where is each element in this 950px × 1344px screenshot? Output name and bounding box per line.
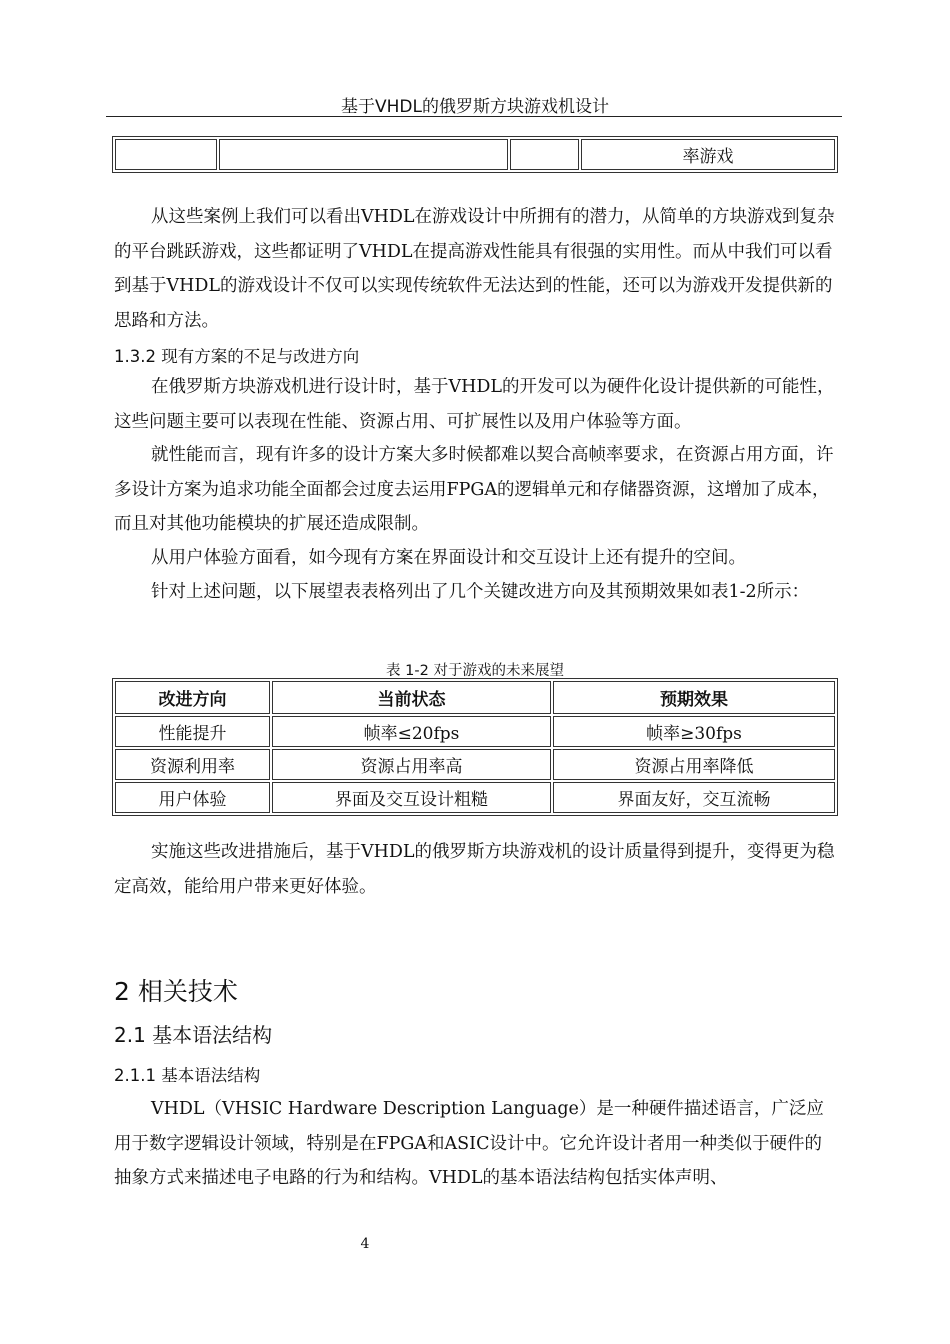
- table-cell: 资源占用率高: [272, 749, 551, 780]
- table-cell: 帧率≥30fps: [553, 716, 835, 747]
- page-header: 基于VHDL的俄罗斯方块游戏机设计: [341, 97, 609, 117]
- paragraph-user-experience: 从用户体验方面看，如今现有方案在界面设计和交互设计上还有提升的空间。: [151, 548, 746, 568]
- paragraph-performance: 就性能而言，现有许多的设计方案大多时候都难以契合高帧率要求，在资源占用方面，许多设计方案为追求功能全面都会过度去运用FPGA的逻辑单元和存储器资源，这增加了成本，而且对其他功能模块的扩展还造成限制。: [114, 445, 834, 534]
- header-rule: [106, 116, 842, 117]
- table-row: [115, 716, 835, 747]
- table-cell: 界面及交互设计粗糙: [272, 782, 551, 813]
- heading-1-3-2: 1.3.2 现有方案的不足与改进方向: [114, 347, 360, 366]
- table-caption: 表 1-2 对于游戏的未来展望: [386, 663, 564, 679]
- table-cell: 资源利用率: [115, 749, 270, 780]
- heading-2-1: 2.1 基本语法结构: [114, 1023, 273, 1047]
- paragraph-table-intro: 针对上述问题，以下展望表表格列出了几个关键改进方向及其预期效果如表1-2所示：: [151, 582, 810, 602]
- table-header-row: [115, 681, 835, 714]
- column-header: 改进方向: [115, 681, 270, 714]
- table-row: [115, 139, 835, 170]
- paragraph-conclusion: 实施这些改进措施后，基于VHDL的俄罗斯方块游戏机的设计质量得到提升，变得更为稳定高效，能给用户带来更好体验。: [114, 842, 835, 897]
- table-row: [115, 782, 835, 813]
- page-number: 4: [360, 1236, 370, 1252]
- page-number-container: [0, 1236, 950, 1252]
- paragraph-vhdl-intro: VHDL（VHSIC Hardware Description Language）是一种硬件描述语言，广泛应用于数字逻辑设计领域，特别是在FPGA和ASIC设计中。它允许设计者用一种类似于硬件的抽象方式来描述电子电路的行为和结构。VHDL的基本语法结构包括实体声明、: [114, 1099, 824, 1188]
- table-cell: [510, 139, 579, 170]
- continued-table: [112, 136, 838, 173]
- column-header: 预期效果: [553, 681, 835, 714]
- table-row: [115, 749, 835, 780]
- table-cell: [115, 139, 217, 170]
- table-cell: 率游戏: [581, 139, 835, 170]
- table-cell: 资源占用率降低: [553, 749, 835, 780]
- table-cell: 用户体验: [115, 782, 270, 813]
- table-cell: 界面友好，交互流畅: [553, 782, 835, 813]
- column-header: 当前状态: [272, 681, 551, 714]
- heading-section-2: 2 相关技术: [114, 977, 238, 1006]
- paragraph-case-potential: 从这些案例上我们可以看出VHDL在游戏设计中所拥有的潜力，从简单的方块游戏到复杂的平台跳跃游戏，这些都证明了VHDL在提高游戏性能具有很强的实用性。而从中我们可以看到基于VHDL的游戏设计不仅可以实现传统软件无法达到的性能，还可以为游戏开发提供新的思路和方法。: [114, 207, 835, 331]
- table-cell: 性能提升: [115, 716, 270, 747]
- paragraph-shortcomings: 在俄罗斯方块游戏机进行设计时，基于VHDL的开发可以为硬件化设计提供新的可能性，这些问题主要可以表现在性能、资源占用、可扩展性以及用户体验等方面。: [114, 377, 835, 432]
- table-cell: [219, 139, 508, 170]
- heading-2-1-1: 2.1.1 基本语法结构: [114, 1066, 261, 1085]
- table-cell: 帧率≤20fps: [272, 716, 551, 747]
- future-outlook-table: [112, 678, 838, 816]
